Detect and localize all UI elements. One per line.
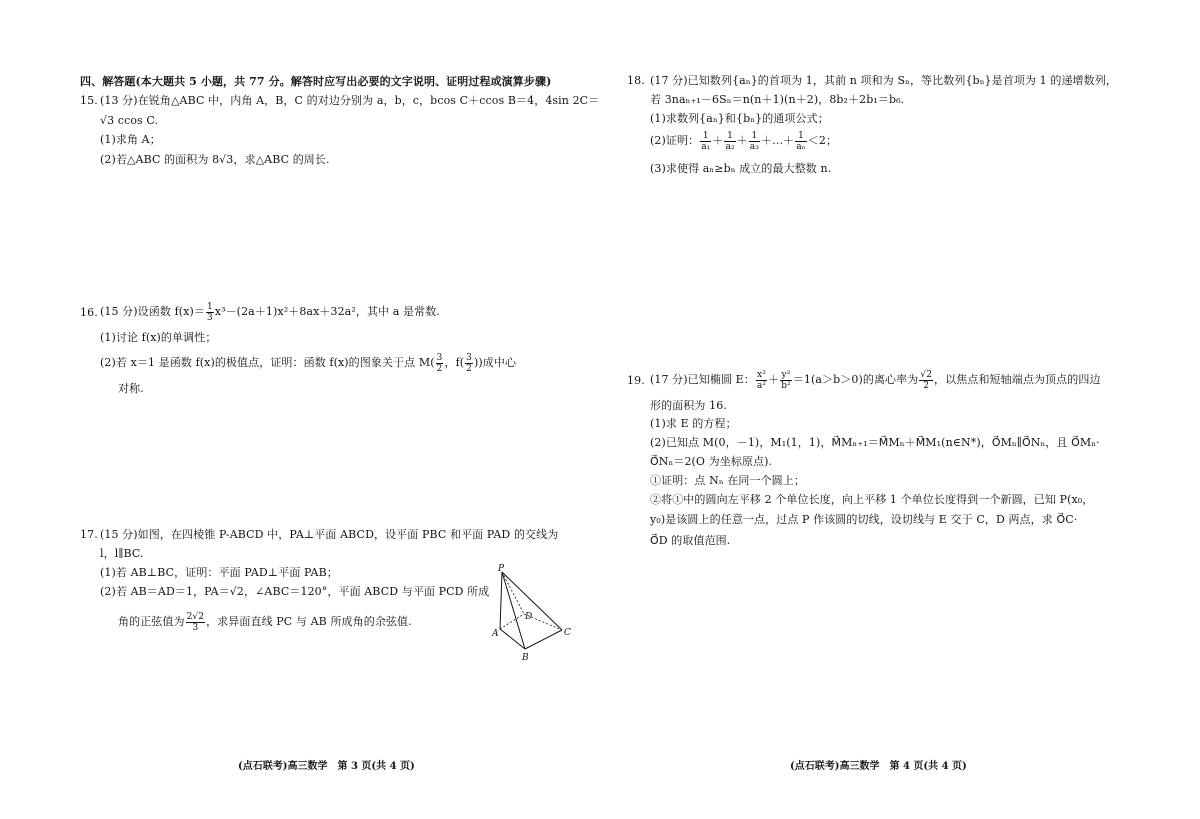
q18-stem-cont: 若 3naₙ₊₁－6Sₙ＝n(n＋1)(n＋2)，8b₂＋2b₁＝b₆.	[650, 93, 905, 106]
q17-stem: (15 分)如图，在四棱锥 P-ABCD 中，PA⊥平面 ABCD，设平面 PBC 和平面 PAD 的交线为	[100, 528, 559, 541]
vertex-label-p: P	[498, 564, 505, 574]
q17-part2: (2)若 AB＝AD＝1，PA＝√2，∠ABC＝120°，平面 ABCD 与平面 PCD 所成	[100, 585, 490, 598]
q15-number: 15.	[80, 94, 98, 107]
q19-stem: (17 分)已知椭圆 E： $\frac{\text{x²}}{\text{a²}}$ ＋ $\frac{\text{y²}}{\text{b²}}$ ＝1(a＞b＞0)的离心率为 $\frac{√2}{2}$ ，以焦点和短轴端点为顶点的四边	[650, 369, 1101, 391]
page-3-footer: (点石联考)高三数学 第 3 页(共 4 页)	[238, 761, 415, 772]
q18-number: 18.	[627, 74, 645, 87]
q17-number: 17.	[80, 528, 98, 541]
vertex-label-a: A	[492, 629, 499, 639]
q16-part2-cont: 对称.	[118, 382, 144, 395]
q18-part3: (3)求使得 aₙ≥bₙ 成立的最大整数 n.	[650, 162, 832, 175]
q16-fraction: $\frac{1}{3}$	[206, 301, 213, 323]
pyramid-figure	[492, 562, 582, 662]
q19-number: 19.	[627, 374, 645, 387]
page-4	[600, 0, 1200, 819]
q15-stem: (13 分)在锐角△ABC 中，内角 A，B，C 的对边分别为 a，b，c，bcos C＋ccos B＝4，4sin 2C＝	[100, 94, 600, 107]
q18-part1: (1)求数列{aₙ}和{bₙ}的通项公式；	[650, 112, 829, 125]
q16-stem: (15 分)设函数 f(x)＝ $\frac{1}{3}$ x³－(2a＋1)x²＋8ax＋32a²，其中 a 是常数.	[100, 301, 440, 323]
q19-part2-sub1: ①证明：点 Nₙ 在同一个圆上；	[650, 474, 805, 487]
q17-stem-cont: l，l∥BC.	[100, 547, 144, 560]
page-4-footer: (点石联考)高三数学 第 4 页(共 4 页)	[790, 761, 967, 772]
q16-number: 16.	[80, 306, 98, 319]
q18-stem: (17 分)已知数列{aₙ}的首项为 1，其前 n 项和为 Sₙ，等比数列{bₙ}是首项为 1 的递增数列，	[650, 74, 1117, 87]
q19-part2-sub2: ②将①中的圆向左平移 2 个单位长度，向上平移 1 个单位长度得到一个新圆，已知 P(x₀，	[650, 493, 1094, 506]
q17-part2-cont: 角的正弦值为 $\frac{2√2}{3}$ ，求异面直线 PC 与 AB 所成角的余弦值.	[118, 611, 412, 633]
q19-stem-cont: 形的面积为 16.	[650, 399, 727, 412]
q15-part2: (2)若△ABC 的面积为 8√3，求△ABC 的周长.	[100, 153, 330, 166]
q17-part1: (1)若 AB⊥BC，证明：平面 PAD⊥平面 PAB；	[100, 566, 338, 579]
q18-part2: (2)证明： $\frac{1}{\text{a₁}}$ ＋ $\frac{1}{\text{a₂}}$ ＋ $\frac{1}{\text{a₃}}$ ＋…＋ $\frac{1}{\text{aₙ}}$ ＜2；	[650, 130, 838, 152]
q19-part2: (2)已知点 M(0，－1)，M₁(1，1)，M⃗Mₙ₊₁＝M⃗Mₙ＋M⃗M₁(n∈N*)，O⃗Mₙ∥O⃗Nₙ，且 O⃗Mₙ·	[650, 436, 1100, 449]
section-header: 四、解答题(本大题共 5 小题，共 77 分。解答时应写出必要的文字说明、证明过程或演算步骤)	[80, 75, 552, 88]
q19-part1: (1)求 E 的方程；	[650, 417, 737, 430]
vertex-label-c: C	[564, 628, 571, 638]
q19-part2-cont: O⃗Nₙ＝2(O 为坐标原点).	[650, 455, 773, 468]
q15-stem-cont: √3 ccos C.	[100, 114, 159, 127]
q16-part1: (1)讨论 f(x)的单调性；	[100, 331, 217, 344]
vertex-label-d: D	[525, 612, 533, 622]
q16-part2: (2)若 x＝1 是函数 f(x)的极值点，证明：函数 f(x)的图象关于点 M( $\frac{3}{2}$ ，f( $\frac{3}{2}$ ))成中心	[100, 352, 517, 374]
q19-part2-sub2-end: O⃗D 的取值范围.	[650, 534, 731, 547]
q19-part2-sub2-cont: y₀)是该圆上的任意一点，过点 P 作该圆的切线，设切线与 E 交于 C，D 两点，求 O⃗C·	[650, 513, 1078, 526]
q15-part1: (1)求角 A；	[100, 133, 161, 146]
vertex-label-b: B	[522, 653, 529, 662]
